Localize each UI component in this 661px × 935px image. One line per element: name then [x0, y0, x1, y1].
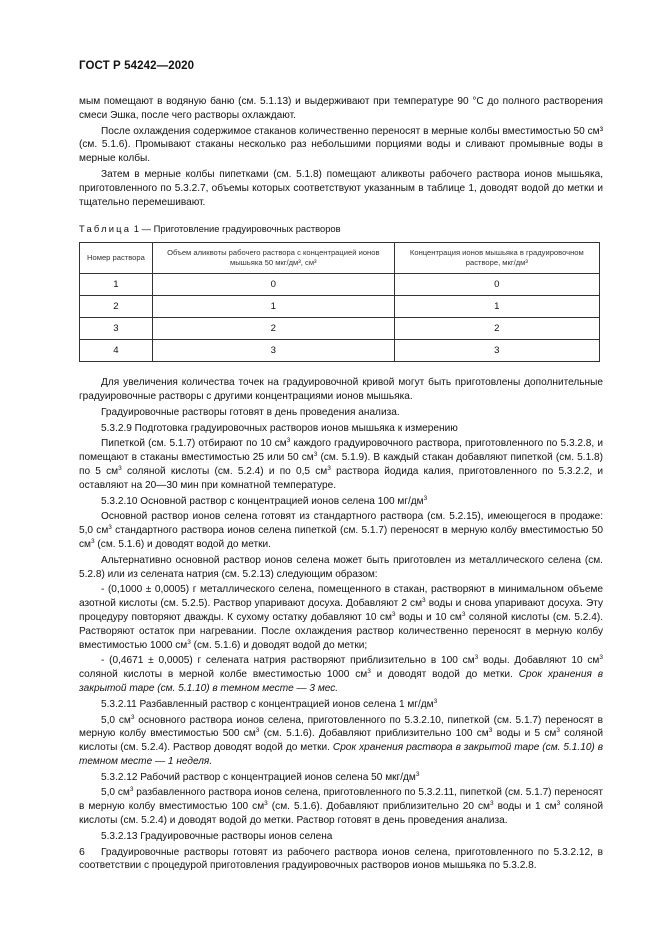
- table-cell: 2: [394, 318, 599, 340]
- paragraph: 5,0 $см^3$ основного раствора ионов селена, приготовленного по 5.3.2.10, пипеткой (см. 5.1.7) переносят в мерную колбу вместимостью 500 $см^3$ (см. 5.1.6). Добавляют приблизительно 100 $см^3$ воды и 5 $см^3$ соляной кислоты (см. 5.2.4). Раствор доводят водой до метки. Срок хранения раствора в закрытой таре (см. 5.1.10) в темном месте — 1 неделя.: [79, 713, 604, 767]
- section-heading-5-3-2-10: 5.3.2.10 Основной раствор с концентрацией ионов селена 100 $мг/дм^3$: [101, 494, 428, 507]
- document-header: ГОСТ Р 54242—2020: [79, 60, 195, 72]
- header-arsenic-concentration: Концентрация ионов мышьяка в градуировочном растворе, мкг/дм³: [394, 243, 599, 274]
- table-cell: 0: [152, 274, 394, 296]
- section-heading-5-3-2-9: 5.3.2.9 Подготовка градуировочных растворов ионов мышьяка к измерению: [101, 422, 458, 434]
- paragraph: Альтернативно основной раствор ионов селена может быть приготовлен из металлического селена (см. 5.2.8) или из селената натрия (см. 5.2.13) следующим образом:: [79, 554, 603, 580]
- paragraph: Градуировочные растворы готовят в день проведения анализа.: [101, 406, 400, 418]
- table-caption-prefix: Таблица: [79, 223, 132, 235]
- paragraph: мым помещают в водяную баню (см. 5.1.13) и выдерживают при температуре 90 °C до полного растворения смеси Эшка, после чего растворы охлаждают.: [79, 96, 603, 121]
- table-header-row: [80, 243, 600, 274]
- table-cell: 2: [152, 318, 394, 340]
- section-heading-5-3-2-12: 5.3.2.12 Рабочий раствор с концентрацией ионов селена 50 мкг/$дм^3$: [101, 770, 420, 783]
- table-cell: 1: [80, 274, 153, 296]
- header-aliquot-volume: Объем аликвоты рабочего раствора с концентрацией ионов мышьяка 50 мкг/дм³, см³: [152, 243, 394, 274]
- paragraph: 5,0 $см^3$ разбавленного раствора ионов селена, приготовленного по 5.3.2.11, пипеткой (см. 5.1.7) переносят в мерную колбу вместимостью 100 $см^3$ (см. 5.1.6). Добавляют приблизительно 20 $см^3$ воды и 1 $см^3$ соляной кислоты (см. 5.2.4) и доводят водой до метки. Раствор готовят в день проведения анализа.: [79, 786, 603, 827]
- table-cell: 1: [394, 296, 599, 318]
- table-cell: 1: [152, 296, 394, 318]
- table-cell: 3: [394, 340, 599, 362]
- list-item: - (0,1000 ± 0,0005) г металлического селена, помещенного в стакан, растворяют в минимальном объеме азотной кислоты (см. 5.2.5). Раствор упаривают досуха. Добавляют 2 $см^3$ воды и снова упаривают досуха. Эту процедуру повторяют дважды. К сухому остатку добавляют 10 $см^3$ воды и 10 $см^3$ соляной кислоты (см. 5.2.4). Растворяют остаток при нагревании. После охлаждения раствор количественно переносят в мерную колбу вместимостью 1000 $см^3$ (см. 5.1.6) и доводят водой до метки;: [79, 584, 604, 651]
- calibration-table: [79, 242, 600, 362]
- header-solution-number: Номер раствора: [80, 243, 153, 274]
- table-row: [80, 296, 600, 318]
- table-row: [80, 274, 600, 296]
- paragraph: Для увеличения количества точек на градуировочной кривой могут быть приготовлены дополнительные градуировочные растворы с другими концентрациями ионов мышьяка.: [79, 377, 603, 402]
- paragraph: Пипеткой (см. 5.1.7) отбирают по 10 $см^3$ каждого градуировочного раствора, приготовленного по 5.3.2.8, и помещают в стаканы вместимостью 25 или 50 $см^3$ (см. 5.1.9). В каждый стакан добавляют пипеткой (см. 5.1.8) по 5 $см^3$ соляной кислоты (см. 5.2.4) и по 0,5 $см^3$ раствора йодида калия, приготовленного по 5.3.2.2, и оставляют на 20—30 мин при комнатной температуре.: [79, 437, 603, 491]
- table-cell: 3: [152, 340, 394, 362]
- list-item: - (0,4671 ± 0,0005) г селената натрия растворяют приблизительно в 100 $см^3$ воды. Добавляют 10 $см^3$ соляной кислоты в мерной колбе вместимостью 1000 $см^3$ и доводят водой до метки. Срок хранения в закрытой таре (см. 5.1.10) в темном месте — 3 мес.: [79, 654, 603, 694]
- paragraph: Градуировочные растворы готовят из рабочего раствора ионов селена, приготовленного по 5.3.2.12, в соответствии с процедурой приготовления градуировочных растворов ионов мышьяка по 5.3.2.8.: [79, 846, 603, 872]
- table-cell: 3: [80, 318, 153, 340]
- section-heading-5-3-2-13: 5.3.2.13 Градуировочные растворы ионов селена: [101, 830, 333, 842]
- paragraph: Затем в мерные колбы пипетками (см. 5.1.8) помещают аликвоты рабочего раствора ионов мышьяка, приготовленного по 5.3.2.7, объемы которых соответствуют указанным в таблице 1, доводят водой до метки и тщательно перемешивают.: [79, 168, 603, 208]
- table-caption: [79, 222, 603, 236]
- paragraph: После охлаждения содержимое стаканов количественно переносят в мерные колбы вместимостью 50 см³ (см. 5.1.6). Промывают стаканы несколько раз небольшими порциями воды и сливают промывные воды в мерные колбы.: [79, 125, 603, 165]
- section-heading-5-3-2-11: 5.3.2.11 Разбавленный раствор с концентрацией ионов селена 1 $мг/дм^3$: [101, 697, 438, 710]
- page-number: 6: [79, 846, 85, 858]
- table-cell: 0: [394, 274, 599, 296]
- table-cell: 2: [80, 296, 153, 318]
- table-caption-text: 1 — Приготовление градуировочных растворов: [133, 223, 341, 235]
- table-row: [80, 318, 600, 340]
- table-cell: 4: [80, 340, 153, 362]
- document-body: [79, 95, 603, 875]
- table-row: [80, 340, 600, 362]
- paragraph: Основной раствор ионов селена готовят из стандартного раствора (см. 5.2.15), имеющегося в продаже: 5,0 $см^3$ стандартного раствора ионов селена пипеткой (см. 5.1.7) переносят в мерную колбу вместимостью 50 $см^3$ (см. 5.1.6) и доводят водой до метки.: [79, 511, 603, 550]
